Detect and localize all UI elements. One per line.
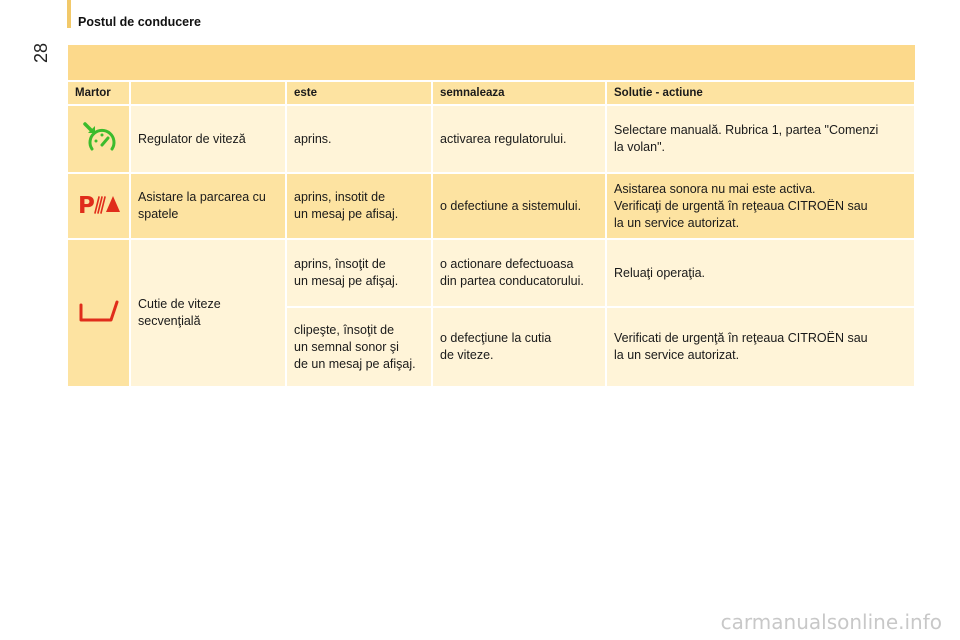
cell-name-text: Regulator de viteză <box>138 131 246 146</box>
warning-lights-table <box>68 80 916 388</box>
cell-state-text: aprins. <box>294 131 332 146</box>
column-header-semnaleaza: semnaleaza <box>432 81 606 105</box>
cell-signals <box>432 307 606 387</box>
cell-name-text: Asistare la parcarea cu spatele <box>138 190 266 221</box>
cell-signals-text: o defectiune a sistemului. <box>440 198 582 213</box>
cell-solution-text: Selectare manuală. Rubrica 1, partea "Comenzi la volan". <box>614 123 879 154</box>
cell-solution-text: Asistarea sonora nu mai este activa. Verificaţi de urgentă în reţeaua CITROËN sau la un service autorizat. <box>614 181 868 230</box>
section-accent-bar <box>67 0 71 28</box>
column-header-martor: Martor <box>68 81 130 105</box>
cell-solution <box>606 173 915 239</box>
cell-state <box>286 173 432 239</box>
column-header-este: este <box>286 81 432 105</box>
cell-signals <box>432 105 606 173</box>
column-header-solutie: Solutie - actiune <box>606 81 915 105</box>
cell-signals-text: o actionare defectuoasa din partea conducatorului. <box>440 257 584 288</box>
page-number: 28 <box>31 42 51 64</box>
cell-name <box>130 173 286 239</box>
cell-state-text: aprins, însoţit de un mesaj pe afişaj. <box>294 257 399 288</box>
icon-cell <box>68 239 130 387</box>
cell-signals-text: o defecţiune la cutia de viteze. <box>440 331 552 362</box>
cell-name-text: Cutie de viteze secvenţială <box>138 297 221 328</box>
cell-state-text: aprins, insotit de un mesaj pe afisaj. <box>294 190 399 221</box>
cell-signals <box>432 239 606 307</box>
watermark: carmanualsonline.info <box>720 610 942 634</box>
table-header-row <box>68 81 915 105</box>
cell-signals <box>432 173 606 239</box>
svg-text:P: P <box>77 192 95 217</box>
icon-cell <box>68 105 130 173</box>
parking-assist-warning-icon <box>77 191 121 217</box>
table-row-parking-assist <box>68 173 915 239</box>
cell-state <box>286 307 432 387</box>
icon-cell <box>68 173 130 239</box>
cell-solution-text: Reluaţi operaţia. <box>614 265 706 280</box>
cell-name <box>130 239 286 387</box>
warning-lights-table-wrap <box>68 45 915 388</box>
column-header-name <box>130 81 286 105</box>
cell-state <box>286 239 432 307</box>
table-row-gearbox <box>68 239 915 307</box>
sequential-gearbox-warning-icon <box>79 299 119 323</box>
table-top-band <box>68 45 915 80</box>
cell-solution <box>606 307 915 387</box>
cell-signals-text: activarea regulatorului. <box>440 131 567 146</box>
table-row-cruise-control <box>68 105 915 173</box>
cell-state <box>286 105 432 173</box>
cell-state-text: clipeşte, însoţit de un semnal sonor şi de un mesaj pe afişaj. <box>294 322 416 371</box>
cell-name <box>130 105 286 173</box>
cell-solution-text: Verificati de urgenţă în reţeaua CITROËN sau la un service autorizat. <box>614 331 868 362</box>
cruise-control-icon <box>79 120 119 154</box>
cell-solution <box>606 105 915 173</box>
cell-solution <box>606 239 915 307</box>
section-title: Postul de conducere <box>78 15 201 29</box>
